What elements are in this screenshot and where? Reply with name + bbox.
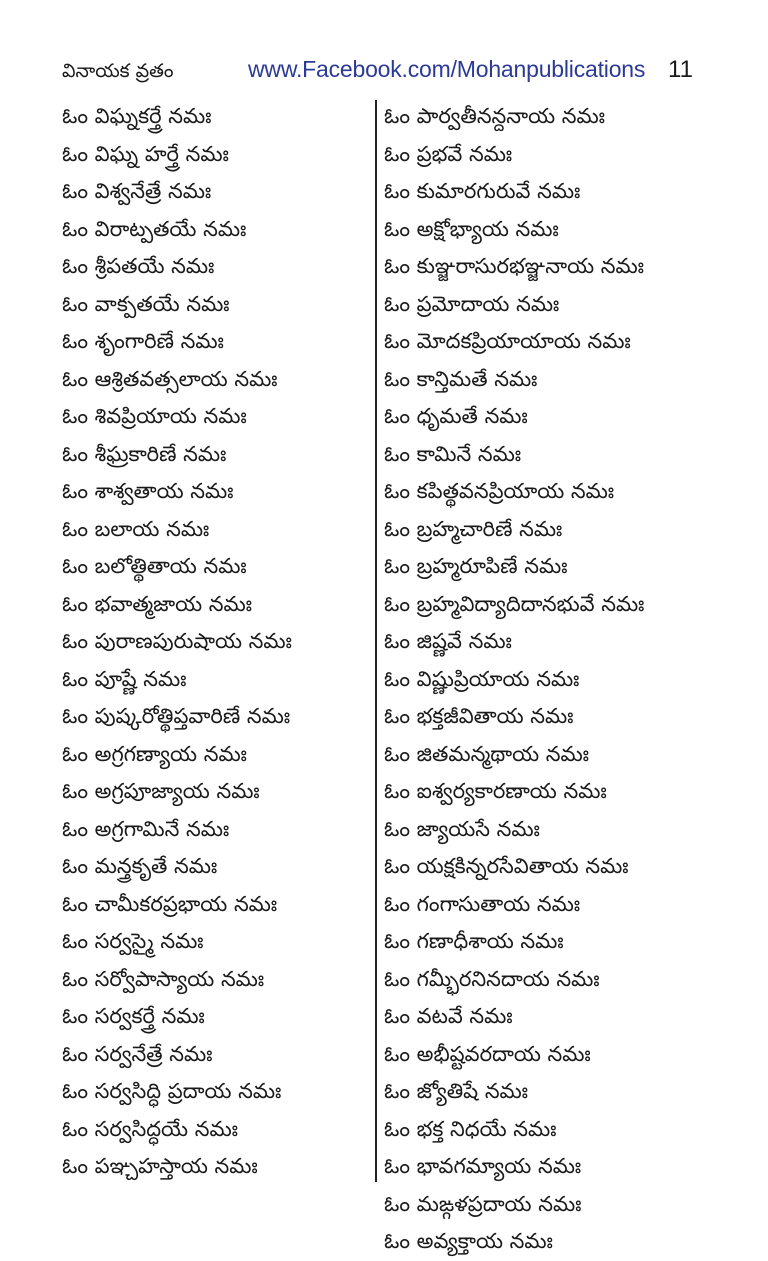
mantra-line: ఓం విష్ణుప్రియాయ నమః [384,666,580,691]
mantra-line: ఓం అభీష్టవరదాయ నమః [384,1041,591,1066]
page-header [0,54,768,94]
mantra-line: ఓం సర్వసిద్ధి ప్రదాయ నమః [62,1079,282,1103]
mantra-line: ఓం సర్వకర్త్రే నమః [62,1004,205,1028]
mantra-line: ఓం భావగమ్యాయ నమః [384,1154,582,1178]
mantra-line: ఓం మోదకప్రియాయాయ నమః [384,329,631,353]
mantra-line: ఓం జితమన్మథాయ నమః [384,741,589,766]
mantra-line: ఓం అగ్రపూజ్యాయ నమః [62,779,260,803]
mantra-line: ఓం బ్రహ్మచారిణే నమః [384,516,563,541]
mantra-line: ఓం శ్రీపతయే నమః [62,254,215,278]
mantra-line: ఓం ప్రభవే నమః [384,141,513,166]
mantra-line: ఓం సర్వనేత్రే నమః [62,1041,213,1066]
mantra-line: ఓం బలాయ నమః [62,516,210,541]
mantra-line: ఓం విరాట్పతయే నమః [62,216,247,241]
mantra-line: ఓం గణాధీశాయ నమః [384,929,564,953]
mantra-line: ఓం కామినే నమః [384,441,522,466]
mantra-line: ఓం శాశ్వతాయ నమః [62,479,234,503]
mantra-line: ఓం గంగాసుతాయ నమః [384,891,581,916]
book-title: వినాయక వ్రతం [62,60,174,82]
mantra-line: ఓం శీఘ్రకారిణే నమః [62,441,227,466]
mantra-line: ఓం విఘ్నకర్త్రే నమః [62,104,212,128]
mantra-line: ఓం అక్షోభ్యాయ నమః [384,216,559,241]
mantra-line: ఓం చామీకరప్రభాయ నమః [62,891,278,916]
mantra-line: ఓం సర్వసిద్ధయే నమః [62,1116,238,1141]
mantra-line: ఓం కాన్తిమతే నమః [384,366,538,391]
mantra-line: ఓం మన్త్రకృతే నమః [62,854,218,878]
mantra-line: ఓం సర్వోపాస్యాయ నమః [62,966,265,991]
mantra-line: ఓం భవాత్మజాయ నమః [62,591,252,616]
mantra-line: ఓం ఐశ్వర్యకారణాయ నమః [384,779,607,803]
mantra-line: ఓం పూష్ణే నమః [62,666,187,691]
mantra-line: ఓం అగ్రగణ్యాయ నమః [62,741,247,766]
mantra-line: ఓం అగ్రగామినే నమః [62,816,230,841]
mantra-line: ఓం ధృమతే నమః [384,404,528,428]
mantra-line: ఓం శృంగారిణే నమః [62,329,224,353]
mantra-line: ఓం ప్రమోదాయ నమః [384,291,560,316]
mantra-line: ఓం బలోత్థితాయ నమః [62,554,247,578]
mantra-line: ఓం జ్యోతిషే నమః [384,1079,528,1103]
mantra-line: ఓం కపిత్థవనప్రియాయ నమః [384,479,615,503]
mantra-line: ఓం కుమారగురువే నమః [384,179,581,203]
mantra-line: ఓం విశ్వనేత్రే నమః [62,179,212,203]
mantra-line: ఓం భక్త నిధయే నమః [384,1116,557,1141]
mantra-line: ఓం కుఞ్జరాసురభఞ్జనాయ నమః [384,254,644,278]
mantra-line: ఓం శివప్రియాయ నమః [62,404,247,428]
mantra-line: ఓం పార్వతీనన్దనాయ నమః [384,104,605,128]
mantra-line: ఓం బ్రహ్మరూపిణే నమః [384,554,568,578]
mantra-line: ఓం సర్వస్మై నమః [62,929,204,953]
mantra-line: ఓం గమ్భీరనినదాయ నమః [384,966,600,991]
mantra-line: ఓం పురాణపురుషాయ నమః [62,629,292,653]
right-mantra-column [384,98,714,1261]
mantra-line: ఓం ఆశ్రితవత్సలాయ నమః [62,366,278,391]
page-number: 11 [668,56,693,83]
column-divider [375,100,377,1182]
mantra-line: ఓం పఞ్చహస్తాయ నమః [62,1154,258,1178]
mantra-line: ఓం యక్షకిన్నరసేవితాయ నమః [384,854,629,878]
mantra-line: ఓం అవ్యక్తాయ నమః [384,1229,553,1253]
mantra-line: ఓం బ్రహ్మవిద్యాదిదానభువే నమః [384,591,645,616]
facebook-url: www.Facebook.com/Mohanpublications [248,56,646,82]
mantra-line: ఓం వటవే నమః [384,1004,513,1028]
mantra-line: ఓం జిష్ణవే నమః [384,629,512,653]
mantra-line: ఓం భక్తజీవితాయ నమః [384,704,574,728]
left-mantra-column [62,98,362,1186]
mantra-line: ఓం మఙ్గళప్రదాయ నమః [384,1191,582,1216]
mantra-line: ఓం వాక్పతయే నమః [62,291,230,316]
mantra-line: ఓం పుష్కరోత్థిప్తవారిణే నమః [62,704,291,728]
mantra-line: ఓం జ్యాయసే నమః [384,816,540,841]
mantra-line: ఓం విఘ్న హర్త్రే నమః [62,141,229,166]
